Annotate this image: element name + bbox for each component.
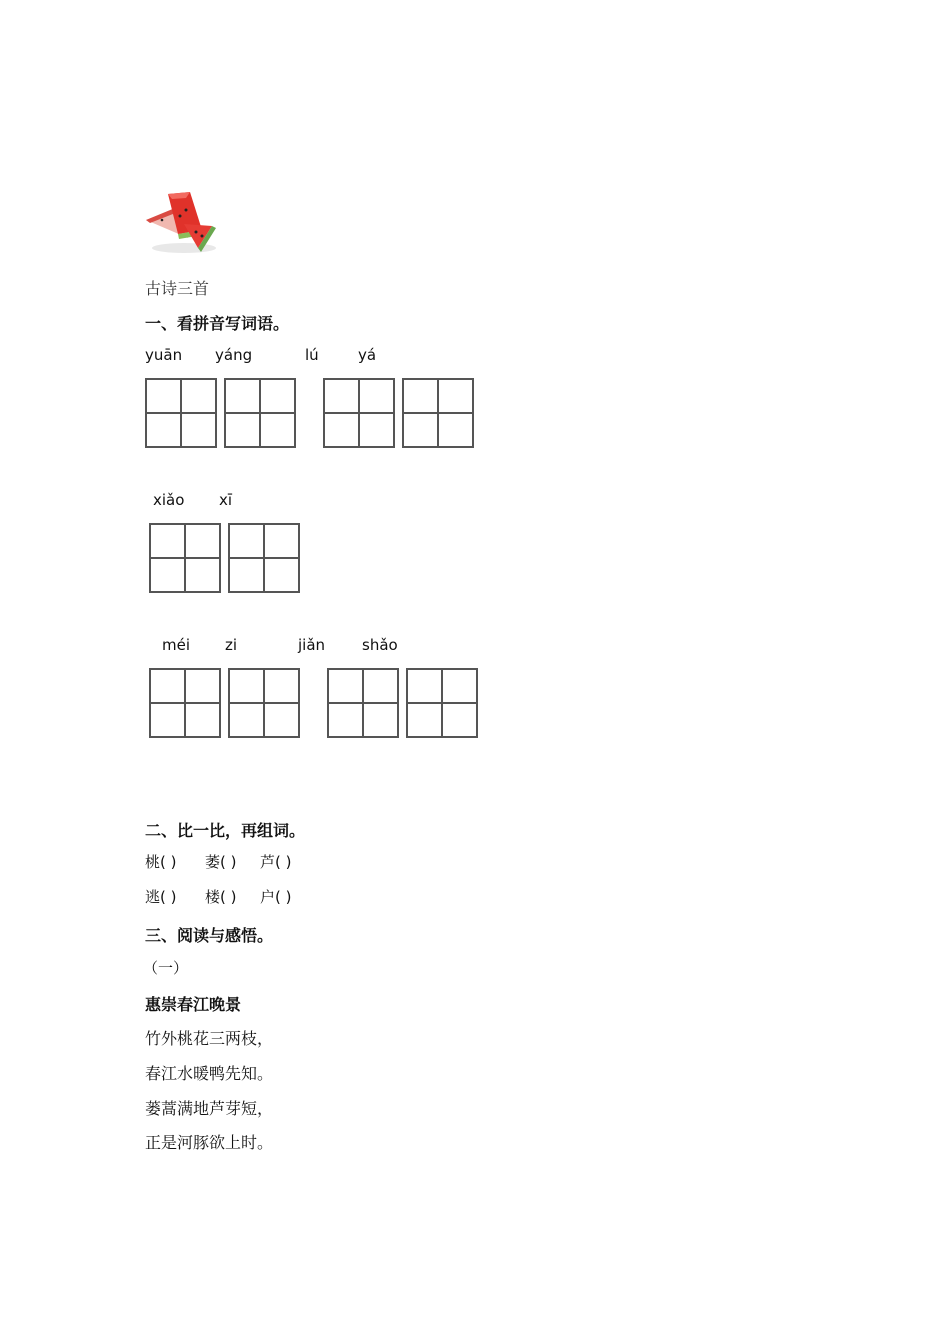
pinyin-label: yuān [145,346,183,364]
poem-line: 蒌蒿满地芦芽短， [145,1099,274,1118]
poem-title: 惠崇春江晚景 [145,995,242,1014]
compare-item: 楼( ) [205,888,237,906]
writing-grid-box[interactable] [327,668,399,738]
compare-item: 户( ) [260,888,292,906]
pinyin-label: xiǎo [153,491,185,509]
compare-item: 芦( ) [260,853,292,871]
pinyin-label: jiǎn [298,636,326,654]
pinyin-label: yá [358,346,377,364]
writing-grid-box[interactable] [145,378,217,448]
reading-part-label: （一） [143,959,189,977]
pinyin-label: yáng [215,346,253,364]
writing-grid-box[interactable] [323,378,395,448]
writing-grid-box[interactable] [228,523,300,593]
pinyin-label: zi [225,636,238,654]
writing-grid-box[interactable] [224,378,296,448]
writing-grid-box[interactable] [149,668,221,738]
poem-line: 竹外桃花三两枝， [145,1029,274,1048]
section2-title: 二、比一比，再组词。 [145,821,306,840]
compare-item: 逃( ) [145,888,177,906]
document-subtitle: 古诗三首 [145,279,210,298]
writing-grid-box[interactable] [149,523,221,593]
section1-title: 一、看拼音写词语。 [145,314,290,333]
pinyin-label: shǎo [362,636,398,654]
poem-line: 春江水暖鸭先知。 [145,1064,274,1083]
watermelon-icon [140,186,222,258]
pinyin-label: xī [219,491,233,509]
compare-item: 桃( ) [145,853,177,871]
poem-line: 正是河豚欲上时。 [145,1133,274,1152]
writing-grid-box[interactable] [406,668,478,738]
pinyin-label: méi [162,636,191,654]
section3-title: 三、阅读与感悟。 [145,926,274,945]
writing-grid-box[interactable] [402,378,474,448]
compare-item: 萎( ) [205,853,237,871]
writing-grid-box[interactable] [228,668,300,738]
pinyin-label: lú [305,346,319,364]
